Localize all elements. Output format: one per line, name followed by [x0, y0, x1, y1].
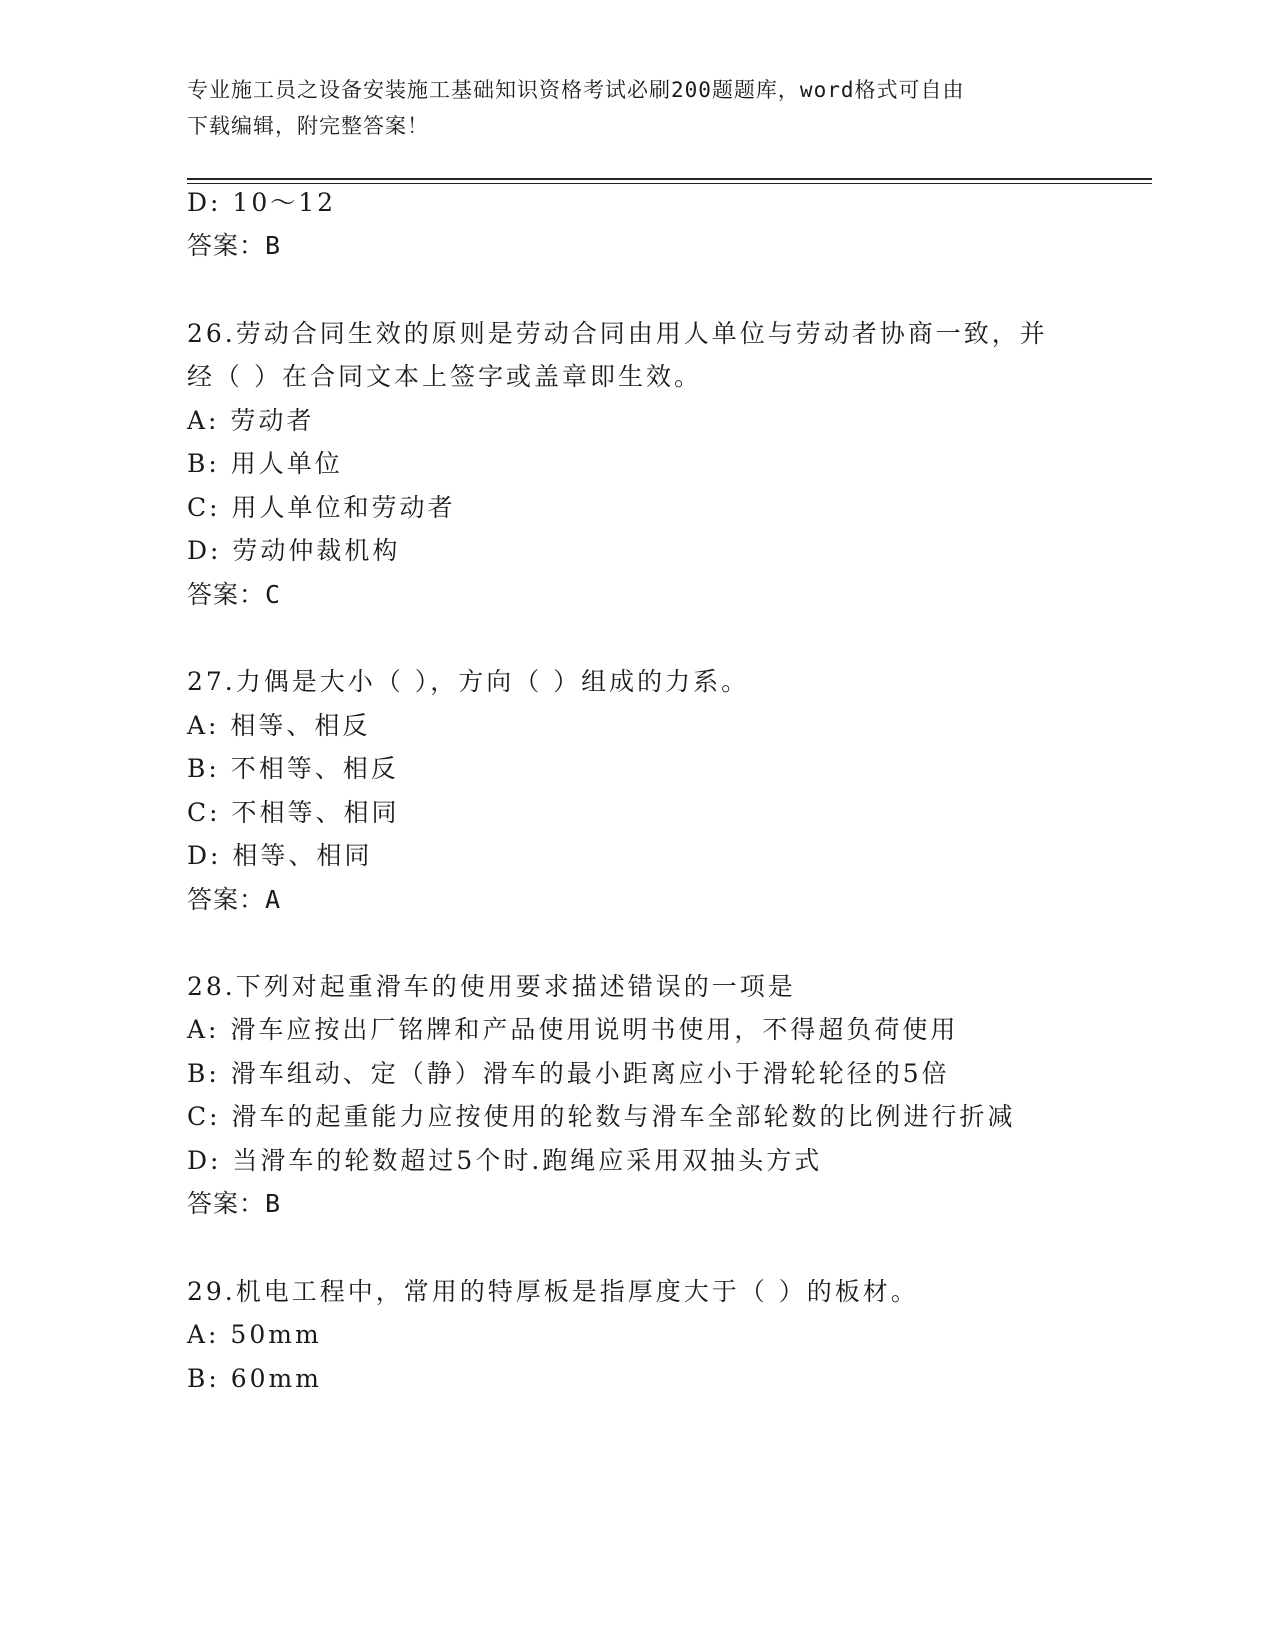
q28-option-a: A: 滑车应按出厂铭牌和产品使用说明书使用，不得超负荷使用: [187, 1015, 959, 1044]
q26-stem-line-2: 经（ ）在合同文本上签字或盖章即生效。: [187, 362, 702, 391]
q28-stem: 28.下列对起重滑车的使用要求描述错误的一项是: [187, 972, 796, 1001]
q28-option-d: D: 当滑车的轮数超过5个时.跑绳应采用双抽头方式: [187, 1146, 823, 1175]
q26-option-a: A: 劳动者: [187, 406, 315, 435]
document-header: [187, 72, 1067, 144]
q27-option-a: A: 相等、相反: [187, 711, 371, 740]
q27-answer: 答案：A: [187, 885, 282, 914]
q27-option-c: C: 不相等、相同: [187, 798, 400, 827]
q26-option-c: C: 用人单位和劳动者: [187, 493, 456, 522]
q29-option-b: B: 60mm: [187, 1364, 322, 1393]
q25-answer: 答案：B: [187, 231, 282, 260]
q26-stem-line-1: 26.劳动合同生效的原则是劳动合同由用人单位与劳动者协商一致，并: [187, 319, 1048, 348]
q28-option-b: B: 滑车组动、定（静）滑车的最小距离应小于滑轮轮径的5倍: [187, 1059, 950, 1088]
q25-option-d: D: 10～12: [187, 188, 337, 217]
q29-option-a: A: 50mm: [187, 1320, 322, 1349]
header-divider-thin: [187, 183, 1152, 184]
q27-option-b: B: 不相等、相反: [187, 754, 399, 783]
q26-answer: 答案：C: [187, 580, 282, 609]
q26-option-d: D: 劳动仲裁机构: [187, 536, 401, 565]
q29-stem: 29.机电工程中，常用的特厚板是指厚度大于（ ）的板材。: [187, 1277, 919, 1306]
header-line-1: 专业施工员之设备安装施工基础知识资格考试必刷200题题库，word格式可自由: [187, 78, 965, 102]
q28-option-c: C: 滑车的起重能力应按使用的轮数与滑车全部轮数的比例进行折减: [187, 1102, 1016, 1131]
q27-option-d: D: 相等、相同: [187, 841, 373, 870]
q26-option-b: B: 用人单位: [187, 449, 343, 478]
q27-stem: 27.力偶是大小（ ），方向（ ）组成的力系。: [187, 667, 750, 696]
header-divider: [187, 178, 1152, 180]
header-line-2: 下载编辑，附完整答案！: [187, 114, 429, 138]
q28-answer: 答案：B: [187, 1189, 282, 1218]
